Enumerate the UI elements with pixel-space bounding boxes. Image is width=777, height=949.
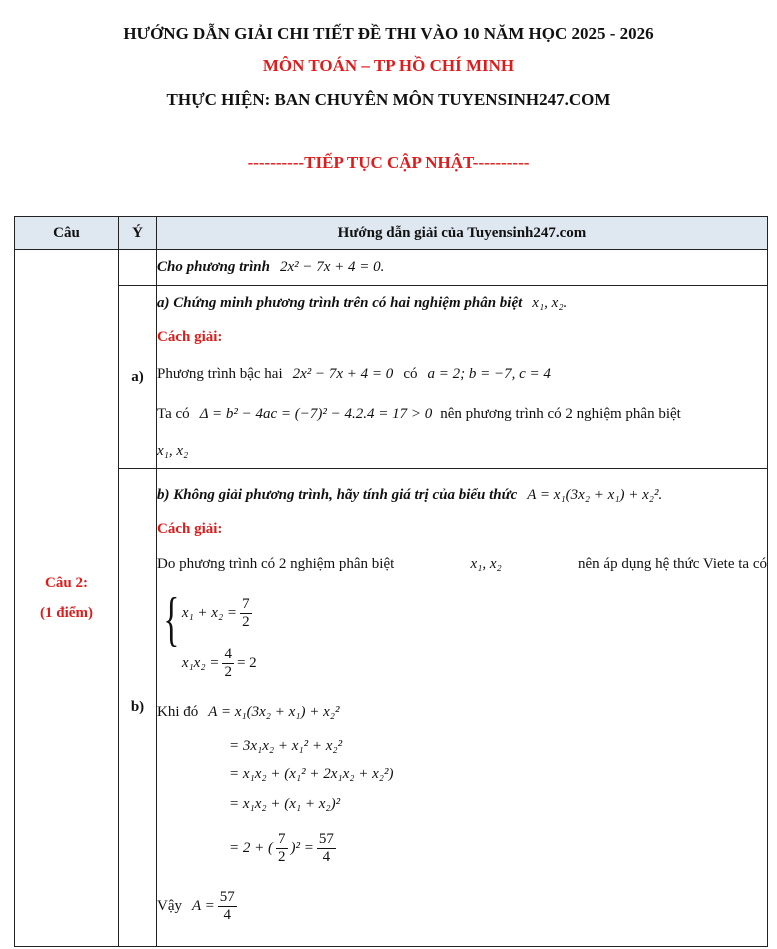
part-b-label: b)	[119, 469, 157, 947]
viete-system	[157, 585, 767, 689]
step-4-fraction: $\frac{7}{2}$	[278, 831, 286, 865]
doc-subject: MÔN TOÁN – TP HỒ CHÍ MINH	[262, 56, 515, 75]
part-a-prompt-vars: x₁, x₂.	[532, 294, 568, 311]
step-3: = x₁x₂ + (x₁ + x₂)²	[229, 796, 341, 812]
step-2: = x₁x₂ + (x₁² + 2x₁x₂ + x₂²)	[229, 766, 394, 782]
intro-cell	[157, 250, 768, 286]
result-fraction: $\frac{57}{4}$	[219, 889, 235, 923]
then-text: Khi đó	[157, 704, 199, 720]
step-4a: = 2 + (	[229, 840, 273, 856]
part-a-discriminant: Δ = b² − 4ac = (−7)² − 4.2.4 = 17 > 0	[199, 405, 433, 422]
part-a-row	[15, 286, 768, 469]
part-a-roots: x₁, x₂	[157, 442, 189, 459]
part-a-label: a)	[119, 286, 157, 469]
viete-text-b: nên áp dụng hệ thức Viete ta có	[578, 556, 767, 572]
solution-table	[14, 216, 768, 947]
part-b-prompt: b) Không giải phương trình, hãy tính giá trị của biểu thức	[157, 487, 518, 503]
question-cell	[15, 250, 119, 947]
intro-equation: 2x² − 7x + 4 = 0.	[279, 259, 385, 275]
doc-title: HƯỚNG DẪN GIẢI CHI TIẾT ĐỀ THI VÀO 10 NĂM HỌC 2025 - 2026	[123, 24, 654, 43]
question-label: Câu 2:	[45, 575, 88, 591]
part-a-prompt: a) Chứng minh phương trình trên có hai nghiệm phân biệt	[157, 294, 523, 311]
part-a-line1-text: Phương trình bậc hai	[157, 365, 283, 382]
intro-row	[15, 250, 768, 286]
part-a-method: Cách giải:	[157, 328, 223, 345]
part-b-prompt-eq: A = x₁(3x₂ + x₁) + x₂².	[527, 487, 663, 503]
part-a-line1-eq: 2x² − 7x + 4 = 0	[292, 365, 394, 382]
update-notice: ----------TIẾP TỤC CẬP NHẬT----------	[247, 153, 530, 172]
result-text: Vậy	[157, 898, 182, 914]
part-a-coefficients: a = 2; b = −7, c = 4	[427, 365, 551, 382]
header-cau: Câu	[15, 217, 119, 250]
part-a-line1-mid: có	[403, 365, 418, 382]
prod-lhs: x₁x₂ =	[181, 655, 220, 671]
intro-y-cell	[119, 250, 157, 286]
step-1: = 3x₁x₂ + x₁² + x₂²	[229, 738, 343, 754]
part-a-line2-text: Ta có	[157, 405, 190, 422]
result-lhs: A =	[192, 898, 215, 914]
sum-lhs: x₁ + x₂ =	[181, 605, 238, 621]
header-guide: Hướng dẫn giải của Tuyensinh247.com	[157, 217, 768, 250]
question-points: (1 điểm)	[40, 605, 93, 621]
doc-author: THỰC HIỆN: BAN CHUYÊN MÔN TUYENSINH247.COM	[166, 90, 611, 109]
step-4b: )² =	[290, 840, 314, 856]
part-b-method: Cách giải:	[157, 521, 223, 537]
part-a-line2-tail: nên phương trình có 2 nghiệm phân biệt	[440, 405, 681, 422]
part-a-cell	[157, 286, 768, 469]
viete-vars: x₁, x₂	[470, 556, 502, 572]
part-b-row	[15, 469, 768, 947]
prod-rhs: = 2	[236, 655, 257, 671]
header-y: Ý	[119, 217, 157, 250]
viete-text-a: Do phương trình có 2 nghiệm phân biệt	[157, 556, 395, 572]
part-b-cell	[157, 469, 768, 947]
step-4-result-fraction: $\frac{57}{4}$	[318, 831, 334, 865]
table-header-row	[15, 217, 768, 250]
brace-icon: {	[163, 585, 180, 652]
sum-fraction: $\frac{7}{2}$	[242, 596, 250, 630]
prod-fraction: $\frac{4}{2}$	[224, 646, 232, 680]
then-eq: A = x₁(3x₂ + x₁) + x₂²	[208, 704, 340, 720]
intro-text: Cho phương trình	[157, 259, 270, 275]
